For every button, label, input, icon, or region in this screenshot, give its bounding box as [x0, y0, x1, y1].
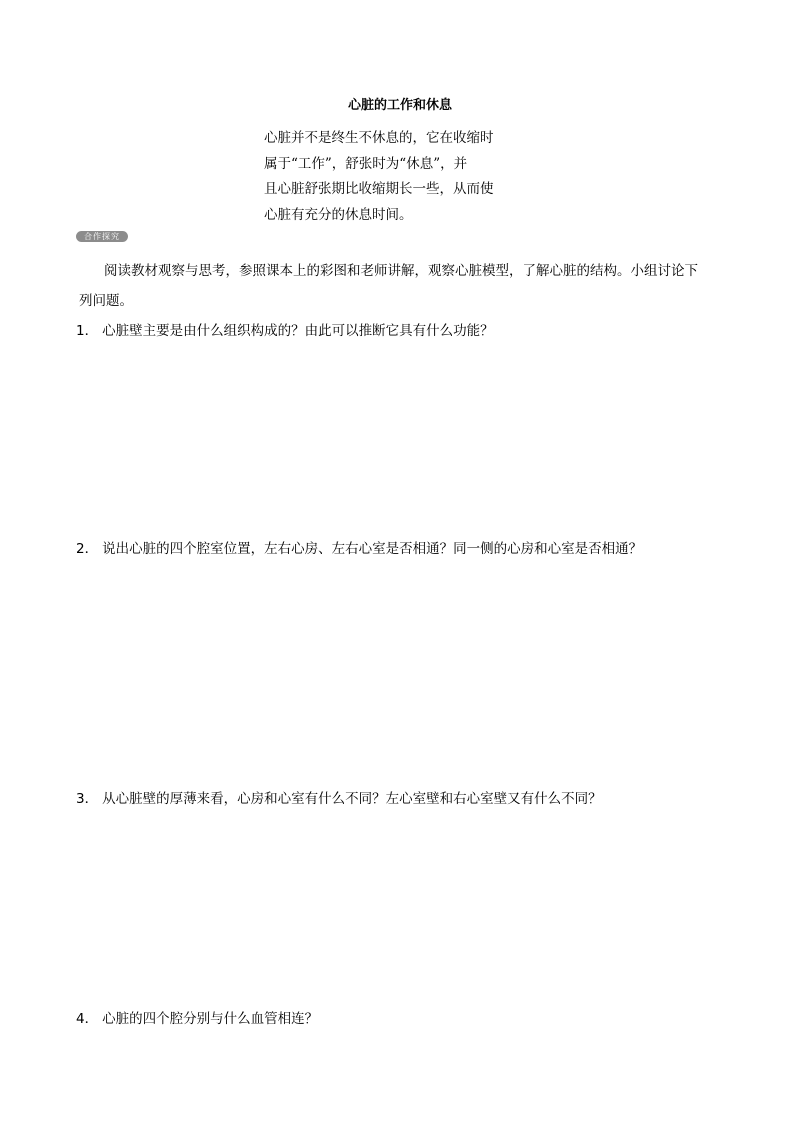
question-number: 2．: [76, 541, 99, 557]
question-1: [76, 321, 494, 341]
question-text: 心脏的四个腔分别与什么血管相连？: [102, 1011, 319, 1027]
question-3: [76, 789, 602, 809]
quote-line: 心脏并不是终生不休息的，它在收缩时: [264, 130, 494, 146]
question-4: [76, 1009, 318, 1029]
question-text: 说出心脏的四个腔室位置，左右心房、左右心室是否相通？同一侧的心房和心室是否相通？: [102, 541, 643, 557]
intro-line: 阅读教材观察与思考，参照课本上的彩图和老师讲解，观察心脏模型，了解心脏的结构。小组讨论下: [104, 263, 698, 279]
quote-line: 属于“工作”，舒张时为“休息”，并: [264, 155, 468, 172]
question-number: 1．: [76, 323, 99, 339]
question-number: 4．: [76, 1011, 99, 1027]
question-text: 心脏壁主要是由什么组织构成的？由此可以推断它具有什么功能？: [102, 323, 494, 339]
question-number: 3．: [76, 791, 99, 807]
question-text: 从心脏壁的厚薄来看，心房和心室有什么不同？左心室壁和右心室壁又有什么不同？: [102, 791, 602, 807]
question-2: [76, 539, 642, 559]
quote-line: 心脏有充分的休息时间。: [264, 206, 413, 223]
intro-paragraph: [79, 256, 719, 316]
section-badge: 合作探究: [76, 231, 128, 242]
quote-block: [264, 126, 554, 228]
page-title: 心脏的工作和休息: [347, 98, 452, 113]
intro-line: 列问题。: [79, 293, 133, 309]
quote-line: 且心脏舒张期比收缩期长一些，从而使: [264, 181, 494, 197]
